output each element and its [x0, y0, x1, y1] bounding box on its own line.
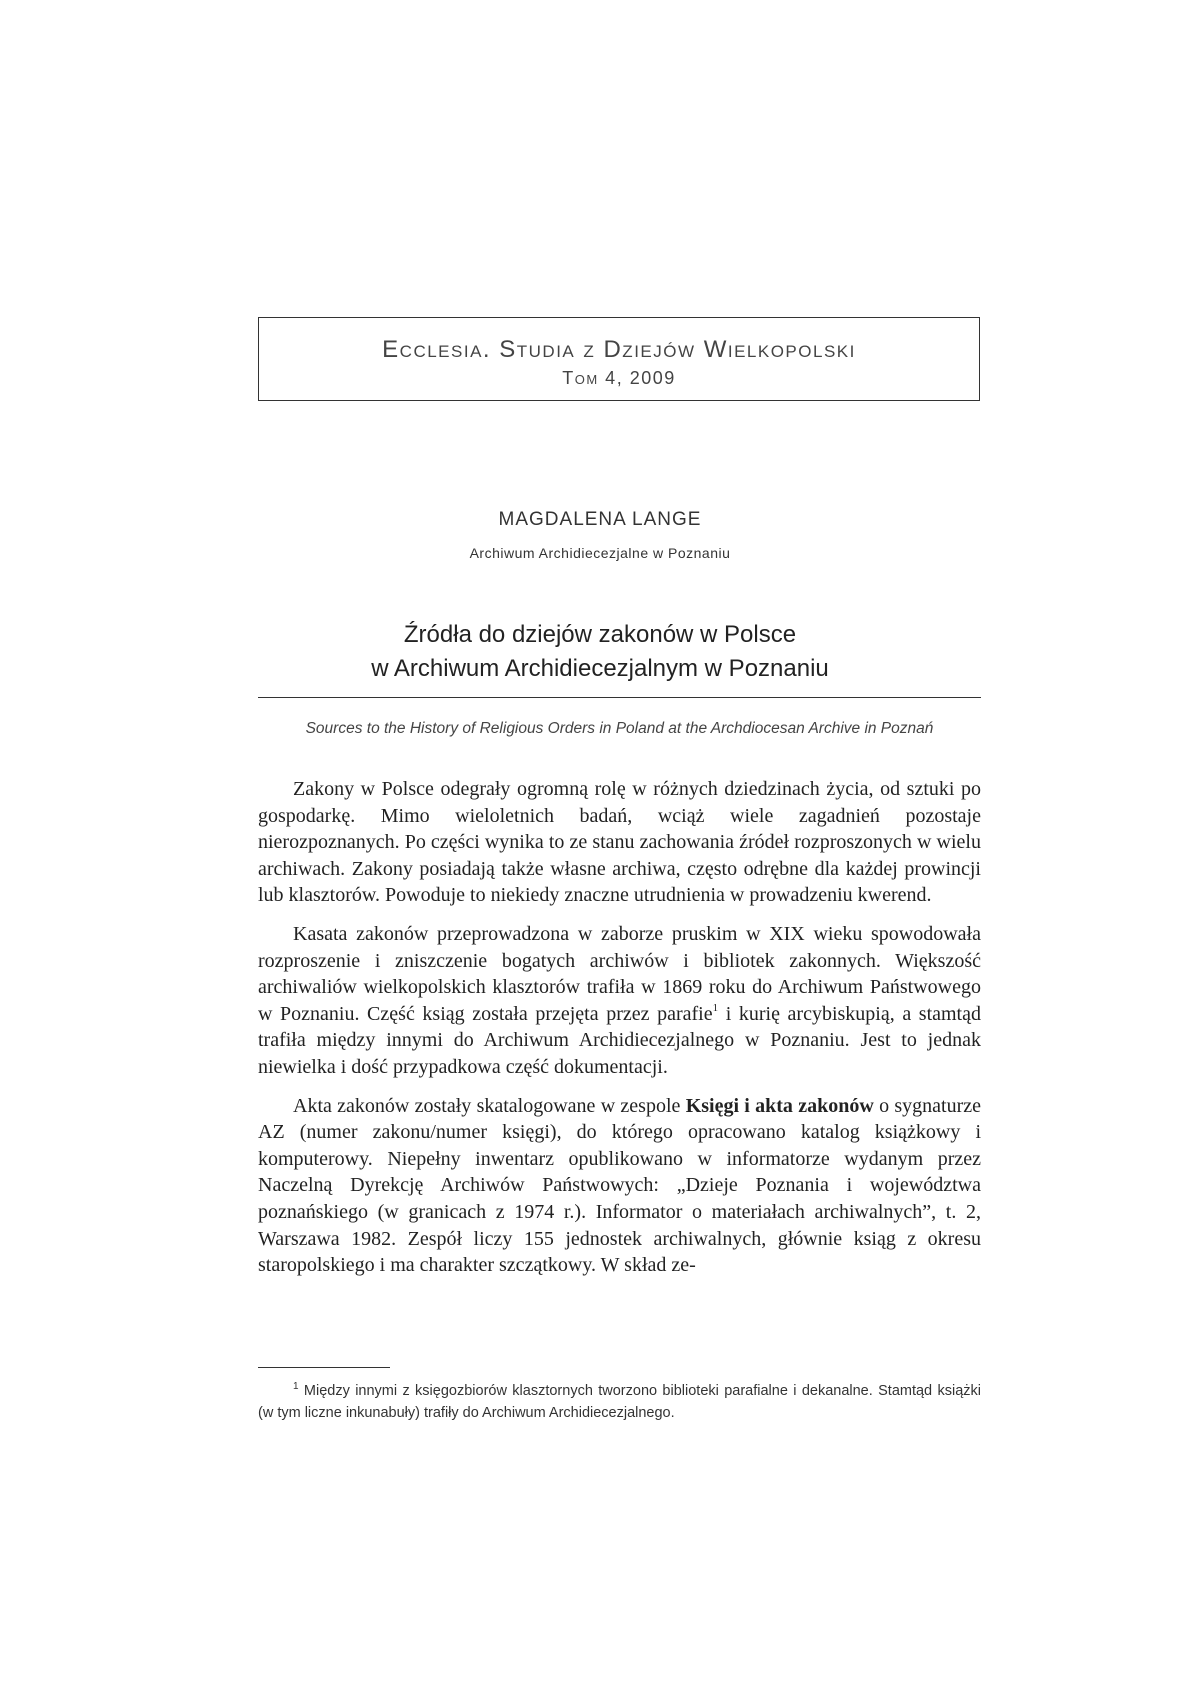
footnote-divider [258, 1367, 390, 1368]
title-divider [258, 697, 981, 698]
article-title-line-1: Źródła do dziejów zakonów w Polsce [403, 621, 797, 648]
footnote-ref-1: 1 [712, 1001, 719, 1014]
paragraph-2-text-a: Kasata zakonów przeprowadzona w zaborze pruskim w XIX wieku spowodowała rozproszenie i zniszczenie bogatych archiwów i bibliotek zakonnych. Większość archiwaliów wielkopolskich klasztorów trafiła w 1869 roku do Archiwum Państwowego w Poznaniu. Część ksiąg została przejęta przez parafie [258, 922, 981, 1025]
paragraph-3-text-b: o sygnaturze AZ (numer zakonu/numer księgi), do którego opracowano katalog książkowy i komputerowy. Niepełny inwentarz opublikowano w informatorze wydanym przez Naczelną Dyrekcję Archiwów Państwowych: „Dzieje Poznania i województwa poznańskiego (w granicach z 1974 r.). Informator o materiałach archiwalnych”, t. 2, Warszawa 1982. Zespół liczy 155 jednostek archiwalnych, głównie ksiąg z okresu staropolskiego i ma charakter szczątkowy. W skład ze- [258, 1094, 981, 1277]
footnote-text: Między innymi z księgozbiorów klasztornych tworzono biblioteki parafialne i dekanalne. Stamtąd książki (w tym liczne inkunabuły) trafiły do Archiwum Archidiecezjalnego. [258, 1383, 981, 1421]
paragraph-3-text-a: Akta zakonów zostały skatalogowane w zespole [293, 1094, 686, 1117]
article-body [258, 776, 981, 1291]
body-paragraph-2 [258, 921, 981, 1081]
body-paragraph-1: Zakony w Polsce odegrały ogromną rolę w różnych dziedzinach życia, od sztuki po gospodarkę. Mimo wieloletnich badań, wciąż wiele zagadnień pozostaje nierozpoznanych. Po części wynika to ze stanu zachowania źródeł rozproszonych w wielu archiwach. Zakony posiadają także własne archiwa, często odrębne dla każdej prowincji lub klasztorów. Powoduje to niekiedy znaczne utrudnienia w prowadzeniu kwerend. [258, 778, 981, 907]
paragraph-2-text-b: i kurię arcybiskupią, a stamtąd trafiła między innymi do Archiwum Archidiecezjalnego w Poznaniu. Jest to jednak niewielka i dość przypadkowa część dokumentacji. [258, 1002, 981, 1078]
english-title: Sources to the History of Religious Orders in Poland at the Archdiocesan Archive in Poznań [305, 720, 934, 737]
body-paragraph-3 [258, 1093, 981, 1279]
journal-title: Ecclesia. Studia z Dziejów Wielkopolski [382, 336, 856, 363]
article-title [0, 618, 1200, 686]
footnote-number: 1 [293, 1381, 299, 1392]
fond-name: Księgi i akta zakonów [685, 1094, 874, 1117]
footnote-1 [258, 1380, 981, 1424]
author-name: MAGDALENA LANGE [498, 509, 702, 530]
article-title-line-2: w Archiwum Archidiecezjalnym w Poznaniu [371, 655, 829, 682]
journal-volume: Tom 4, 2009 [562, 368, 676, 388]
author-affiliation: Archiwum Archidiecezjalne w Poznaniu [469, 545, 731, 561]
journal-header-box [258, 317, 980, 401]
